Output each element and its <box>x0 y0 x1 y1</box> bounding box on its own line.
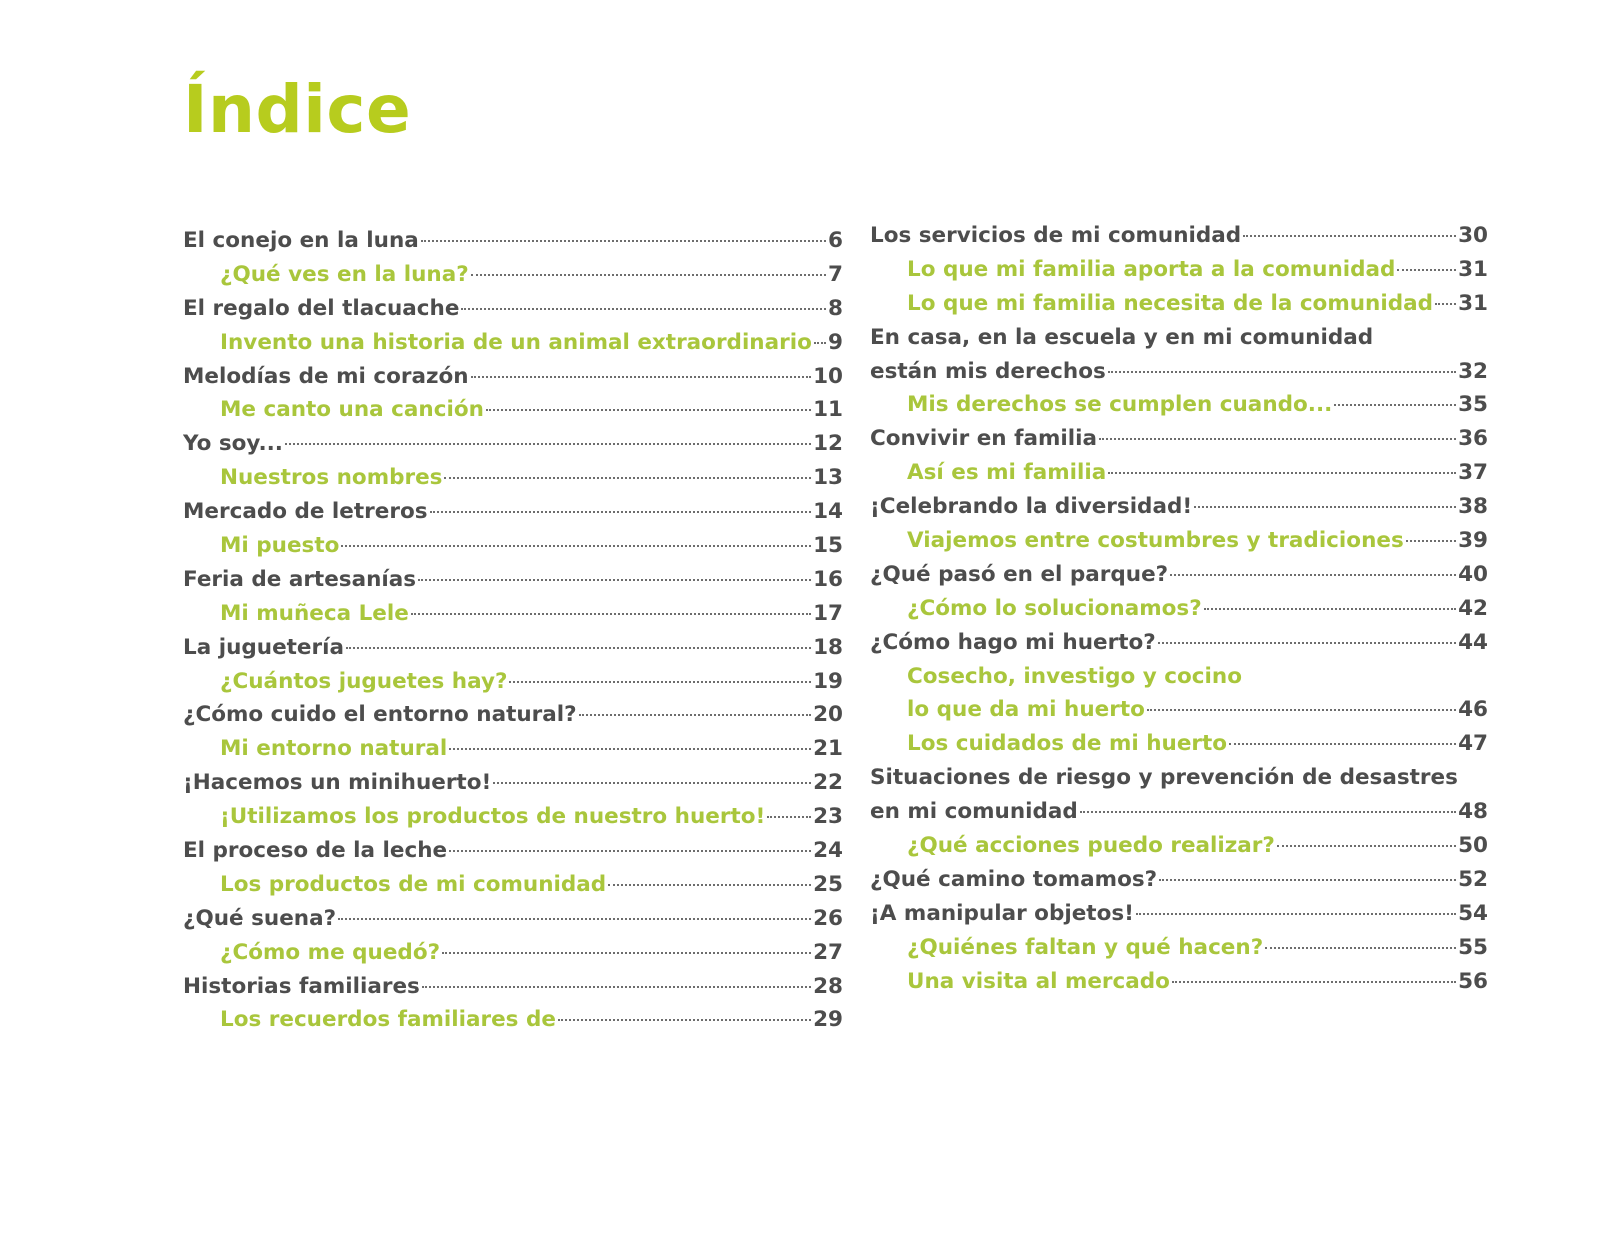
dot-leader <box>418 579 811 581</box>
dot-leader <box>1172 981 1456 983</box>
toc-entry-title: Los cuidados de mi huerto <box>907 731 1228 757</box>
toc-entry <box>183 292 843 326</box>
toc-page-number: 9 <box>828 329 843 355</box>
dot-leader <box>442 952 811 954</box>
toc-entry <box>870 355 1488 389</box>
toc-entry <box>183 495 843 529</box>
dot-leader <box>558 1019 811 1021</box>
toc-entry-title: ¡A manipular objetos! <box>870 900 1134 926</box>
dot-leader <box>338 918 811 920</box>
toc-entry <box>183 427 843 461</box>
dot-leader <box>422 986 811 988</box>
toc-page-number: 38 <box>1458 494 1488 520</box>
toc-entry-title: ¿Qué camino tomamos? <box>870 866 1158 892</box>
toc-page-number: 8 <box>828 295 843 321</box>
toc-subentry <box>870 287 1488 321</box>
dot-leader <box>1435 303 1456 305</box>
toc-entry <box>183 631 843 665</box>
toc-entry <box>870 761 1488 795</box>
toc-entry-title: Viajemos entre costumbres y tradiciones <box>907 528 1404 554</box>
toc-subentry <box>870 727 1488 761</box>
dot-leader <box>1277 845 1456 847</box>
dot-leader <box>608 884 811 886</box>
toc-entry-title: ¡Hacemos un minihuerto! <box>183 770 492 796</box>
toc-subentry <box>183 732 843 766</box>
toc-entry-title: Melodías de mi corazón <box>183 363 469 389</box>
toc-entry-title: lo que da mi huerto <box>907 697 1145 723</box>
dot-leader <box>285 443 811 445</box>
dot-leader <box>1204 608 1456 610</box>
toc-page-number: 20 <box>813 702 843 728</box>
toc-entry-title: ¡Celebrando la diversidad! <box>870 494 1193 520</box>
toc-entry <box>183 970 843 1004</box>
toc-page-number: 32 <box>1458 358 1488 384</box>
toc-entry-title: ¿Quiénes faltan y qué hacen? <box>907 934 1264 960</box>
dot-leader <box>471 376 811 378</box>
toc-entry-title: Me canto una canción <box>220 397 484 423</box>
page-title: Índice <box>183 71 412 148</box>
toc-page-number: 24 <box>813 838 843 864</box>
dot-leader <box>509 681 811 683</box>
toc-subentry <box>183 800 843 834</box>
toc-entry-title: Situaciones de riesgo y prevención de desastres <box>870 765 1458 791</box>
dot-leader <box>767 816 811 818</box>
toc-entry-title: ¡Utilizamos los productos de nuestro huerto! <box>220 804 766 830</box>
dot-leader <box>421 240 826 242</box>
toc-page-number: 44 <box>1458 629 1488 655</box>
toc-page-number: 37 <box>1458 460 1488 486</box>
toc-page-number: 11 <box>813 397 843 423</box>
toc-entry-title: Los servicios de mi comunidad <box>870 223 1242 248</box>
dot-leader <box>346 647 811 649</box>
toc-entry-title: ¿Qué acciones puedo realizar? <box>907 833 1275 859</box>
toc-subentry <box>183 461 843 495</box>
toc-entry <box>183 224 843 258</box>
toc-entry-title: El regalo del tlacuache <box>183 295 460 321</box>
dot-leader <box>1397 269 1456 271</box>
toc-page-number: 7 <box>828 261 843 287</box>
toc-entry <box>183 766 843 800</box>
toc-page-number: 39 <box>1458 528 1488 554</box>
toc-entry-title: Los productos de mi comunidad <box>220 871 607 897</box>
toc-page-number: 47 <box>1458 731 1488 757</box>
toc-entry-title: Mi muñeca Lele <box>220 600 409 626</box>
toc-entry-title: ¿Qué pasó en el parque? <box>870 561 1169 587</box>
toc-page-number: 23 <box>813 804 843 830</box>
toc-page-number: 12 <box>813 431 843 457</box>
toc-page-number: 6 <box>828 228 843 253</box>
toc-page-number: 22 <box>813 770 843 796</box>
toc-entry <box>870 558 1488 592</box>
toc-subentry <box>870 660 1488 694</box>
dot-leader <box>579 714 811 716</box>
toc-subentry <box>870 829 1488 863</box>
toc-entry-title: Convivir en familia <box>870 426 1097 452</box>
dot-leader <box>1099 438 1456 440</box>
toc-page-number: 18 <box>813 634 843 660</box>
toc-page-number: 25 <box>813 871 843 897</box>
toc-entry <box>870 422 1488 456</box>
toc-entry-title: Los recuerdos familiares de <box>220 1007 556 1033</box>
toc-page-number: 21 <box>813 736 843 762</box>
toc-page-number: 56 <box>1458 968 1488 994</box>
toc-entry-title: En casa, en la escuela y en mi comunidad <box>870 324 1374 350</box>
toc-subentry <box>870 693 1488 727</box>
toc-entry-title: ¿Cómo hago mi huerto? <box>870 629 1156 655</box>
toc-page-number: 26 <box>813 905 843 931</box>
toc-entry-title: El proceso de la leche <box>183 838 448 864</box>
dot-leader <box>1406 540 1456 542</box>
dot-leader <box>444 477 811 479</box>
toc-page-number: 50 <box>1458 833 1488 859</box>
toc-subentry <box>870 253 1488 287</box>
toc-entry-title: Mis derechos se cumplen cuando... <box>907 392 1333 418</box>
toc-entry-title: ¿Cómo me quedó? <box>220 939 441 965</box>
toc-page-number: 27 <box>813 939 843 965</box>
toc-entry-title: en mi comunidad <box>870 799 1078 825</box>
toc-entry-title: ¿Cuántos juguetes hay? <box>220 668 508 694</box>
toc-subentry <box>183 258 843 292</box>
dot-leader <box>1136 913 1456 915</box>
toc-entry-title: Invento una historia de un animal extraordinario <box>220 329 812 355</box>
dot-leader <box>449 850 811 852</box>
toc-entry-title: Historias familiares <box>183 973 420 999</box>
toc-entry-title: Mi puesto <box>220 533 340 559</box>
toc-page-number: 15 <box>813 533 843 559</box>
toc-page-number: 10 <box>813 363 843 389</box>
toc-page-number: 55 <box>1458 934 1488 960</box>
toc-entry <box>870 863 1488 897</box>
toc-entry <box>183 834 843 868</box>
dot-leader <box>430 511 812 513</box>
dot-leader <box>814 342 826 344</box>
toc-entry-title: están mis derechos <box>870 358 1106 384</box>
dot-leader <box>1147 709 1456 711</box>
toc-page-number: 13 <box>813 465 843 491</box>
toc-page-number: 46 <box>1458 697 1488 723</box>
toc-page-number: 36 <box>1458 426 1488 452</box>
toc-subentry <box>183 393 843 427</box>
dot-leader <box>341 545 811 547</box>
dot-leader <box>1334 404 1456 406</box>
dot-leader <box>493 782 811 784</box>
toc-subentry <box>183 665 843 699</box>
toc-page-number: 42 <box>1458 595 1488 621</box>
dot-leader <box>471 274 826 276</box>
toc-subentry <box>870 592 1488 626</box>
dot-leader <box>449 748 811 750</box>
toc-subentry <box>870 524 1488 558</box>
toc-entry-title: Una visita al mercado <box>907 968 1170 994</box>
toc-subentry <box>183 326 843 360</box>
toc-entry-title: Así es mi familia <box>907 460 1107 486</box>
toc-page-number: 14 <box>813 499 843 525</box>
toc-page-number: 29 <box>813 1007 843 1033</box>
toc-entry-title: Lo que mi familia necesita de la comunidad <box>907 290 1434 316</box>
toc-subentry <box>183 868 843 902</box>
toc-entry <box>870 321 1488 355</box>
toc-page-number: 17 <box>813 600 843 626</box>
dot-leader <box>1159 879 1456 881</box>
toc-page-number: 35 <box>1458 392 1488 418</box>
toc-entry-title: ¿Qué ves en la luna? <box>220 261 469 287</box>
dot-leader <box>1194 506 1456 508</box>
toc-entry <box>870 490 1488 524</box>
toc-entry <box>870 219 1488 253</box>
toc-page-number: 48 <box>1458 799 1488 825</box>
toc-entry <box>870 897 1488 931</box>
dot-leader <box>411 613 811 615</box>
dot-leader <box>1265 947 1456 949</box>
toc-page-number: 54 <box>1458 900 1488 926</box>
toc-entry <box>183 698 843 732</box>
toc-entry-title: Cosecho, investigo y cocino <box>907 663 1242 689</box>
dot-leader <box>1108 371 1456 373</box>
toc-page-number: 40 <box>1458 561 1488 587</box>
toc-subentry <box>183 1003 843 1037</box>
toc-subentry <box>870 456 1488 490</box>
toc-page-number: 52 <box>1458 866 1488 892</box>
toc-entry-title: ¿Cómo cuido el entorno natural? <box>183 702 577 728</box>
toc-entry-title: ¿Qué suena? <box>183 905 337 931</box>
toc-column-right <box>870 219 1488 998</box>
toc-column-left <box>183 224 843 1037</box>
dot-leader <box>486 409 811 411</box>
toc-page-number: 31 <box>1458 290 1488 316</box>
dot-leader <box>1229 743 1456 745</box>
toc-entry <box>183 902 843 936</box>
toc-page-number: 28 <box>813 973 843 999</box>
toc-entry-title: Feria de artesanías <box>183 566 417 592</box>
dot-leader <box>1080 811 1456 813</box>
toc-entry <box>183 563 843 597</box>
dot-leader <box>1108 472 1456 474</box>
toc-entry-title: ¿Cómo lo solucionamos? <box>907 595 1202 621</box>
toc-entry <box>870 795 1488 829</box>
dot-leader <box>1158 642 1456 644</box>
toc-subentry <box>183 936 843 970</box>
toc-page-number: 16 <box>813 566 843 592</box>
toc-entry-title: El conejo en la luna <box>183 228 419 253</box>
toc-subentry <box>870 388 1488 422</box>
dot-leader <box>1170 574 1456 576</box>
toc-subentry <box>183 597 843 631</box>
toc-entry-title: Lo que mi familia aporta a la comunidad <box>907 256 1396 282</box>
toc-subentry <box>870 931 1488 965</box>
toc-page-number: 31 <box>1458 256 1488 282</box>
toc-entry-title: Yo soy... <box>183 431 283 457</box>
toc-entry <box>183 360 843 394</box>
toc-entry-title: La juguetería <box>183 634 344 660</box>
toc-entry-title: Mi entorno natural <box>220 736 448 762</box>
toc-entry-title: Nuestros nombres <box>220 465 443 491</box>
toc-subentry <box>870 965 1488 999</box>
dot-leader <box>461 308 826 310</box>
toc-subentry <box>183 529 843 563</box>
toc-page-number: 30 <box>1458 223 1488 248</box>
dot-leader <box>1243 235 1456 237</box>
toc-page-number: 19 <box>813 668 843 694</box>
toc-entry-title: Mercado de letreros <box>183 499 428 525</box>
toc-entry <box>870 626 1488 660</box>
